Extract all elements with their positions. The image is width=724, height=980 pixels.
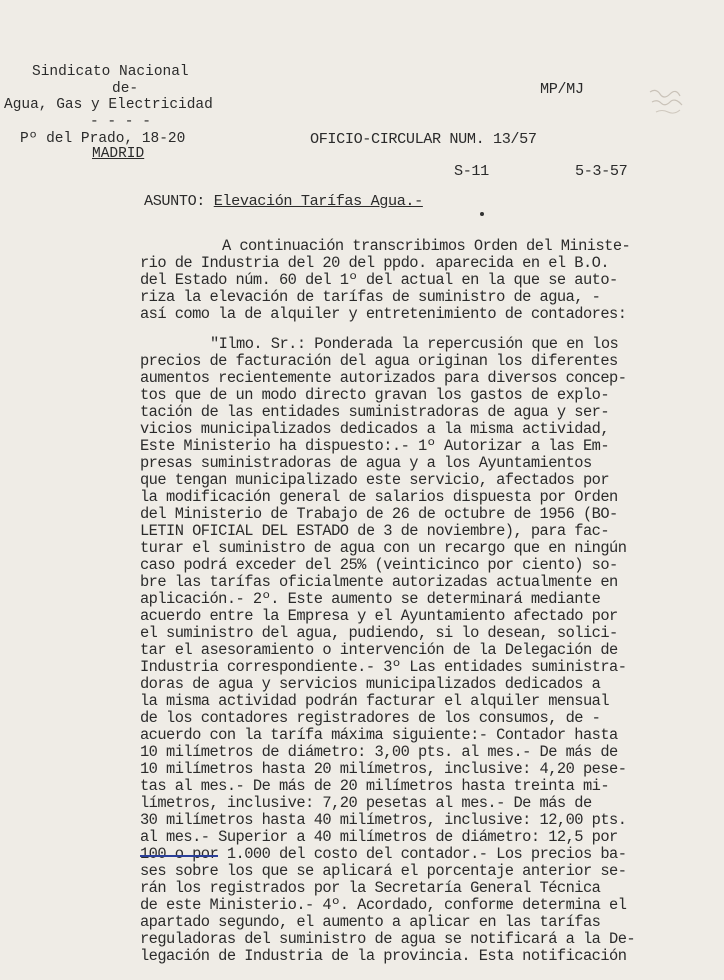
order-line: Industria correspondiente.- 3º Las entidades suministra- <box>140 658 627 676</box>
order-line: acuerdo con la tarífa máxima siguiente:- Contador hasta <box>140 726 618 744</box>
order-line: 10 milímetros hasta 20 milímetros, inclusive: 4,20 pese- <box>140 760 627 778</box>
order-line: al mes.- Superior a 40 milímetros de diámetro: 12,5 por <box>140 828 618 846</box>
order-line: tación de las entidades suministradoras de agua y ser- <box>140 403 610 421</box>
subject-label: ASUNTO: <box>144 192 205 210</box>
order-line: la misma actividad podrán facturar el alquiler mensual <box>140 692 610 710</box>
document-date: 5-3-57 <box>575 162 628 180</box>
reference-code: MP/MJ <box>540 80 584 98</box>
ink-dot <box>480 212 484 216</box>
order-line: tos que de un modo directo gravan los gastos de explo- <box>140 386 610 404</box>
struck-out-text: 100 o por <box>140 845 219 863</box>
order-line: 30 milímetros hasta 40 milímetros, inclusive: 12,00 pts. <box>140 811 627 829</box>
org-name-line1: Sindicato Nacional <box>32 64 189 80</box>
order-line: "Ilmo. Sr.: Ponderada la repercusión que en los <box>210 335 619 353</box>
order-line: apartado segundo, el aumento a aplicar en las tarífas <box>140 913 601 931</box>
order-line-rest: 1.000 del costo del contador.- Los precios ba- <box>226 845 627 863</box>
order-line: LETIN OFICIAL DEL ESTADO de 3 de noviembre), para fac- <box>140 522 610 540</box>
order-line: vicios municipalizados dedicados a la misma actividad, <box>140 420 610 438</box>
order-line: 10 milímetros de diámetro: 3,00 pts. al mes.- De más de <box>140 743 618 761</box>
order-line: acuerdo entre la Empresa y el Ayuntamiento afectado por <box>140 607 618 625</box>
order-line: el suministro del agua, pudiendo, si lo desean, solici- <box>140 624 618 642</box>
order-line: la modificación general de salarios dispuesta por Orden <box>140 488 618 506</box>
section-code: S-11 <box>454 162 489 180</box>
order-line: del Ministerio de Trabajo de 26 de octubre de 1956 (BO- <box>140 505 618 523</box>
org-name-line2: de- <box>112 81 139 97</box>
order-line: tar el asesoramiento o intervención de la Delegación de <box>140 641 618 659</box>
subject-text: Elevación Tarífas Agua.- <box>213 192 423 210</box>
order-line: reguladoras del suministro de agua se notificará a la De- <box>140 930 636 948</box>
order-line: turar el suministro de agua con un recargo que en ningún <box>140 539 627 557</box>
order-line: que tengan municipalizado este servicio, afectados por <box>140 471 610 489</box>
order-line: límetros, inclusive: 7,20 pesetas al mes.- De más de <box>140 794 592 812</box>
order-line: aumentos recientemente autorizados para diversos concep- <box>140 369 627 387</box>
pencil-annotation-icon <box>646 84 692 120</box>
org-name-line3: Agua, Gas y Electricidad <box>4 97 213 113</box>
intro-line: rio de Industria del 20 del ppdo. aparecida en el B.O. <box>140 254 610 272</box>
subject-line <box>144 192 423 210</box>
order-line: doras de agua y servicios municipalizados dedicados a <box>140 675 601 693</box>
oficio-circular-number: OFICIO-CIRCULAR NUM. 13/57 <box>310 130 537 148</box>
org-city: MADRID <box>92 146 145 162</box>
order-line: presas suministradoras de agua y a los Ayuntamientos <box>140 454 592 472</box>
order-line: de los contadores registradores de los consumos, de - <box>140 709 601 727</box>
order-line: legación de Industria de la provincia. Esta notificación <box>140 947 627 965</box>
order-line: caso podrá exceder del 25% (veinticinco por ciento) so- <box>140 556 618 574</box>
intro-line: así como la de alquiler y entretenimiento de contadores: <box>140 305 627 323</box>
order-line <box>140 846 626 863</box>
org-address: Pº del Prado, 18-20 <box>20 131 186 147</box>
order-line: rán los registrados por la Secretaría General Técnica <box>140 879 601 897</box>
order-line: bre las tarífas oficialmente autorizadas actualmente en <box>140 573 618 591</box>
intro-line: A continuación transcribimos Orden del Ministe- <box>222 237 631 255</box>
order-line: Este Ministerio ha dispuesto:.- 1º Autorizar a las Em- <box>140 437 610 455</box>
order-line: ses sobre los que se aplicará el porcentaje anterior se- <box>140 862 627 880</box>
order-line: precios de facturación del agua originan los diferentes <box>140 352 618 370</box>
order-line: aplicación.- 2º. Este aumento se determinará mediante <box>140 590 601 608</box>
intro-line: del Estado núm. 60 del 1º del actual en la que se auto- <box>140 271 618 289</box>
intro-line: riza la elevación de tarífas de suministro de agua, - <box>140 288 601 306</box>
org-dashes: - - - - <box>90 114 151 130</box>
order-line: tas al mes.- De más de 20 milímetros hasta treinta mi- <box>140 777 610 795</box>
order-line: de este Ministerio.- 4º. Acordado, conforme determina el <box>140 896 627 914</box>
